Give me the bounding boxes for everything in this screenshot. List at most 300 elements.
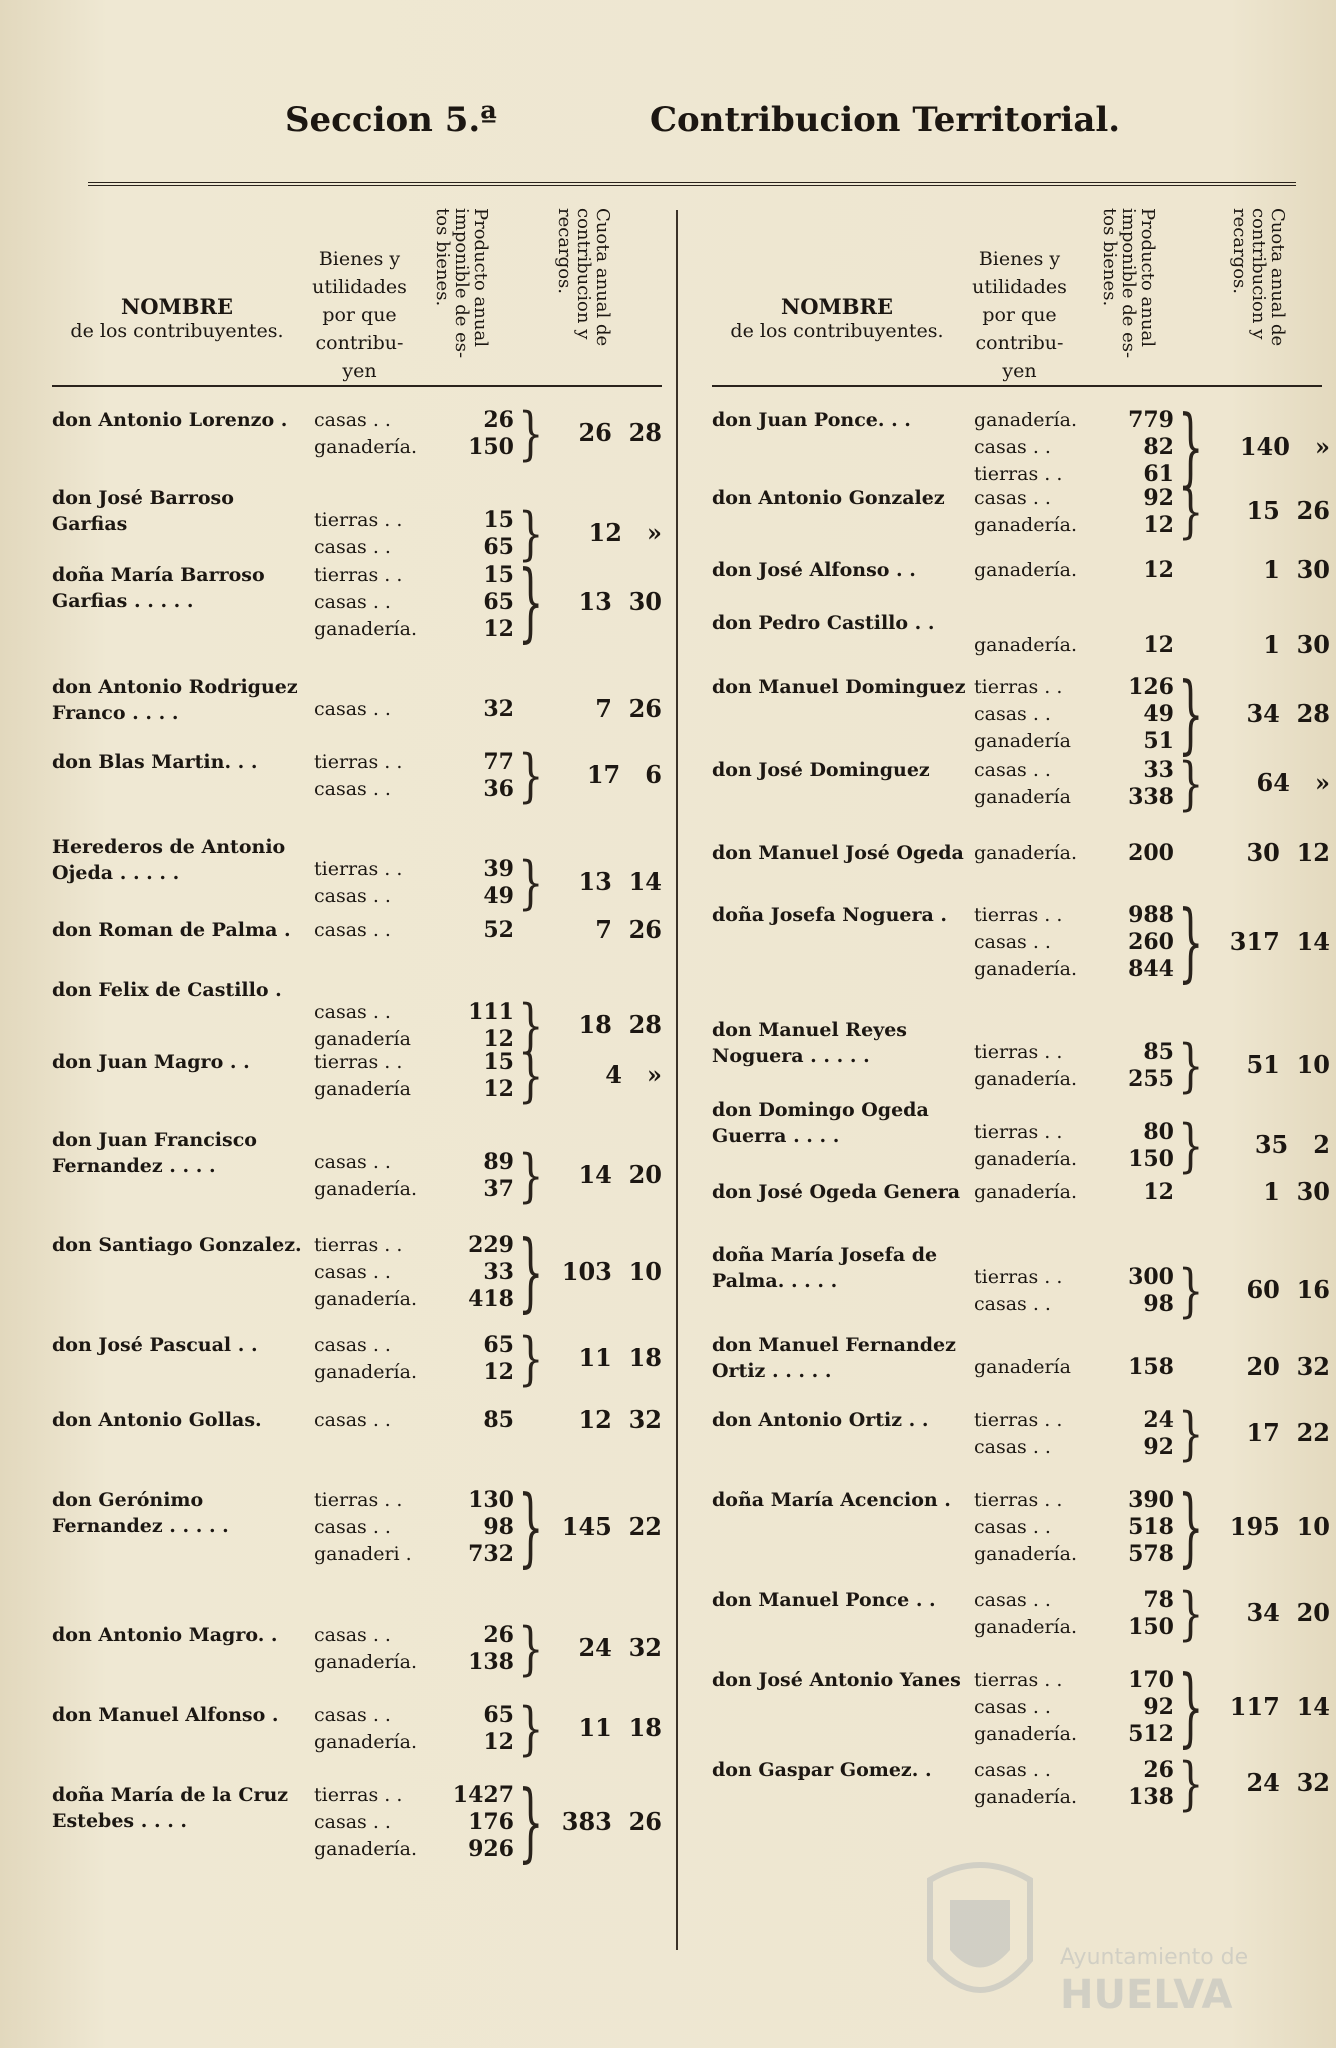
product-value: 111 — [468, 999, 514, 1025]
product-value: 39 — [483, 856, 514, 882]
property-type: tierras . . — [314, 509, 403, 531]
product-values — [444, 1149, 514, 1203]
product-value: 12 — [483, 1359, 514, 1385]
property-types — [314, 749, 444, 803]
table-row — [712, 1581, 1330, 1647]
grouping-brace: } — [518, 1616, 544, 1682]
property-types — [314, 1622, 444, 1676]
grouping-brace: } — [1178, 1113, 1204, 1179]
property-type: casas . . — [974, 1759, 1051, 1781]
annual-quota: 18 28 — [578, 1010, 662, 1039]
annual-quota: 12 » — [588, 518, 662, 547]
header-nombre-sub: de los contribuyentes. — [70, 320, 284, 342]
contributor-name: don José Pascual . . — [52, 1334, 258, 1356]
property-type: tierras . . — [314, 564, 403, 586]
product-values — [444, 917, 514, 944]
property-type: tierras . . — [974, 463, 1063, 485]
contributor-name: don Manuel Reyes Noguera . . . . . — [712, 1019, 907, 1067]
table-row — [52, 674, 662, 726]
product-value: 24 — [1143, 1407, 1174, 1433]
property-type: ganadería — [974, 786, 1071, 808]
contributor-name: doña María Acencion . — [712, 1489, 951, 1511]
product-value: 26 — [1143, 1757, 1174, 1783]
product-value: 732 — [468, 1541, 514, 1567]
property-types — [314, 1782, 444, 1863]
product-value: 65 — [483, 534, 514, 560]
product-value: 77 — [483, 749, 514, 775]
product-value: 37 — [483, 1176, 514, 1202]
grouping-brace: } — [1178, 1581, 1204, 1647]
grouping-brace: } — [518, 553, 544, 652]
property-types — [314, 562, 444, 643]
property-type: casas . . — [974, 436, 1051, 458]
product-values — [444, 1487, 514, 1568]
contributor-name: don Manuel Alfonso . — [52, 1704, 279, 1726]
property-type: casas . . — [974, 1436, 1051, 1458]
product-value: 85 — [1143, 1039, 1174, 1065]
left-table — [52, 200, 662, 1872]
table-row — [52, 914, 662, 969]
table-row — [712, 1332, 1330, 1384]
contributor-name: don Juan Magro . . — [52, 1051, 250, 1073]
product-value: 255 — [1128, 1066, 1174, 1092]
table-row — [52, 401, 662, 467]
property-types — [314, 1487, 444, 1568]
property-type: casas . . — [314, 698, 391, 720]
grouping-brace: } — [518, 1326, 544, 1392]
product-values — [1104, 1587, 1174, 1641]
grouping-brace: } — [518, 1223, 544, 1322]
property-type: ganadería — [974, 730, 1071, 752]
property-type: casas . . — [974, 759, 1051, 781]
product-value: 82 — [1143, 434, 1174, 460]
contributor-name: don José Ogeda Genera — [712, 1181, 961, 1203]
header-nombre-title: NOMBRE — [121, 294, 233, 319]
grouping-brace: } — [1178, 398, 1204, 497]
product-values — [1104, 1757, 1174, 1811]
product-value: 12 — [483, 1076, 514, 1102]
product-value: 32 — [483, 696, 514, 722]
table-row — [52, 1223, 662, 1322]
product-value: 12 — [483, 1729, 514, 1755]
property-types — [974, 902, 1104, 983]
property-type: tierras . . — [974, 1121, 1063, 1143]
product-value: 1427 — [452, 1782, 514, 1808]
product-value: 85 — [483, 1407, 514, 1433]
property-type: ganadería. — [314, 1288, 417, 1310]
grouping-brace: } — [1178, 751, 1204, 817]
property-type: casas . . — [314, 1409, 391, 1431]
product-values — [1104, 1407, 1174, 1461]
property-types — [974, 1487, 1104, 1568]
product-value: 15 — [483, 1049, 514, 1075]
grouping-brace: } — [518, 1696, 544, 1762]
property-types — [974, 1757, 1104, 1811]
annual-quota: 195 10 — [1229, 1511, 1330, 1541]
annual-quota: 140 » — [1239, 431, 1330, 461]
annual-quota: 24 32 — [578, 1633, 662, 1662]
contributor-name: don Blas Martin. . . — [52, 751, 258, 773]
contributor-name: don Antonio Gollas. — [52, 1409, 262, 1431]
header-nombre — [52, 295, 302, 343]
header-producto: Producto anual imponible de es- tos bienes. — [1099, 208, 1158, 359]
property-type: tierras . . — [974, 1409, 1063, 1431]
property-type: ganadería. — [314, 1178, 417, 1200]
property-types — [314, 1149, 444, 1203]
product-values — [1104, 1039, 1174, 1093]
contributor-name: don Domingo Ogeda Guerra . . . . — [712, 1099, 929, 1147]
product-value: 33 — [483, 1259, 514, 1285]
property-type: tierras . . — [974, 904, 1063, 926]
product-value: 229 — [468, 1232, 514, 1258]
contributor-name: don Gerónimo Fernandez . . . . . — [52, 1489, 229, 1537]
product-values — [444, 1782, 514, 1863]
product-values — [444, 1407, 514, 1434]
annual-quota: 1 30 — [1263, 629, 1330, 659]
property-type: casas . . — [974, 931, 1051, 953]
grouping-brace: } — [1178, 479, 1204, 545]
annual-quota: 383 26 — [561, 1806, 662, 1836]
property-types — [314, 696, 444, 723]
table-row — [712, 1401, 1330, 1467]
property-type: tierras . . — [314, 1489, 403, 1511]
product-value: 150 — [1128, 1614, 1174, 1640]
product-values — [444, 999, 514, 1053]
annual-quota: 12 32 — [578, 1404, 662, 1434]
product-value: 844 — [1128, 956, 1174, 982]
annual-quota: 17 6 — [586, 760, 662, 789]
annual-quota: 1 30 — [1263, 554, 1330, 584]
property-type: casas . . — [314, 919, 391, 941]
property-types — [974, 1179, 1104, 1206]
product-value: 65 — [483, 1702, 514, 1728]
contributor-name: doña María de la Cruz Estebes . . . . — [52, 1784, 289, 1832]
product-values — [1104, 840, 1174, 867]
property-type: casas . . — [974, 703, 1051, 725]
product-values — [1104, 407, 1174, 488]
header-nombre-title: NOMBRE — [781, 294, 893, 319]
property-type: casas . . — [974, 1696, 1051, 1718]
contributor-name: don Manuel Fernandez Ortiz . . . . . — [712, 1334, 956, 1382]
contributor-name: don Manuel José Ogeda — [712, 842, 964, 864]
grouping-brace: } — [518, 401, 544, 467]
property-type: ganadería. — [974, 1181, 1077, 1203]
product-value: 126 — [1128, 674, 1174, 700]
product-value: 98 — [1143, 1291, 1174, 1317]
grouping-brace: } — [518, 1773, 544, 1872]
grouping-brace: } — [518, 993, 544, 1059]
property-type: ganadería. — [314, 1838, 417, 1860]
product-values — [1104, 557, 1174, 584]
product-value: 98 — [483, 1514, 514, 1540]
product-value: 33 — [1143, 757, 1174, 783]
contributor-name: don José Dominguez — [712, 759, 930, 781]
product-value: 12 — [483, 616, 514, 642]
product-value: 512 — [1128, 1721, 1174, 1747]
property-types — [314, 1232, 444, 1313]
annual-quota: 117 14 — [1229, 1691, 1330, 1721]
grouping-brace: } — [1178, 1033, 1204, 1099]
product-values — [1104, 1354, 1174, 1381]
table-row — [52, 1773, 662, 1872]
product-values — [444, 562, 514, 643]
property-types — [314, 1049, 444, 1103]
property-types — [974, 840, 1104, 867]
property-type: ganadería. — [974, 1786, 1077, 1808]
product-value: 988 — [1128, 902, 1174, 928]
product-value: 150 — [468, 434, 514, 460]
contributor-name: don Pedro Castillo . . — [712, 612, 935, 634]
municipal-seal-watermark — [920, 1850, 1320, 2040]
property-type: tierras . . — [314, 1784, 403, 1806]
table-row — [712, 837, 1330, 892]
annual-quota: 30 12 — [1246, 837, 1330, 867]
product-values — [1104, 757, 1174, 811]
property-types — [974, 1039, 1104, 1093]
table-row — [52, 1404, 662, 1459]
annual-quota: 317 14 — [1229, 926, 1330, 956]
product-value: 52 — [483, 917, 514, 943]
product-value: 150 — [1128, 1146, 1174, 1172]
product-value: 518 — [1128, 1514, 1174, 1540]
property-types — [974, 1667, 1104, 1748]
annual-quota: 4 » — [605, 1060, 662, 1089]
annual-quota: 13 14 — [578, 867, 662, 896]
header-cuota: Cuota anual de contribucion y recargos. — [1229, 208, 1288, 347]
property-type: ganadería. — [974, 634, 1077, 656]
table-row — [712, 751, 1330, 817]
product-values — [444, 749, 514, 803]
property-type: tierras . . — [314, 1051, 403, 1073]
contributor-name: don Juan Ponce. . . — [712, 409, 911, 431]
property-type: ganadería. — [974, 409, 1077, 431]
table-row — [712, 479, 1330, 545]
property-type: ganadería. — [314, 1361, 417, 1383]
product-value: 49 — [483, 883, 514, 909]
annual-quota: 1 30 — [1263, 1176, 1330, 1206]
property-type: casas . . — [314, 591, 391, 613]
contributor-name: doña María Barroso Garfias . . . . . — [52, 564, 265, 612]
product-value: 418 — [468, 1286, 514, 1312]
header-cuota: Cuota anual de contribucion y recargos. — [554, 208, 613, 347]
table-row — [52, 977, 662, 1059]
product-value: 138 — [468, 1649, 514, 1675]
contributor-name: don Antonio Rodriguez Franco . . . . — [52, 676, 298, 724]
contributor-name: don Antonio Lorenzo . — [52, 409, 288, 431]
right-table — [712, 200, 1330, 1817]
product-value: 12 — [1143, 1179, 1174, 1205]
property-types — [974, 674, 1104, 755]
product-values — [1104, 1487, 1174, 1568]
grouping-brace: } — [518, 1143, 544, 1209]
property-type: casas . . — [314, 1516, 391, 1538]
product-value: 92 — [1143, 1434, 1174, 1460]
property-type: ganadería. — [974, 842, 1077, 864]
property-type: casas . . — [314, 1811, 391, 1833]
table-row — [712, 1097, 1330, 1179]
property-types — [314, 507, 444, 561]
annual-quota: 51 10 — [1246, 1050, 1330, 1079]
property-type: ganadería. — [314, 1651, 417, 1673]
product-value: 12 — [1143, 632, 1174, 658]
grouping-brace: } — [1178, 1401, 1204, 1467]
table-row — [712, 1242, 1330, 1324]
annual-quota: 34 28 — [1246, 698, 1330, 728]
product-value: 260 — [1128, 929, 1174, 955]
annual-quota: 103 10 — [561, 1256, 662, 1286]
crest-icon — [920, 1850, 1040, 2020]
product-value: 89 — [483, 1149, 514, 1175]
product-value: 338 — [1128, 784, 1174, 810]
property-types — [974, 632, 1104, 659]
product-value: 300 — [1128, 1264, 1174, 1290]
product-values — [444, 1622, 514, 1676]
table-row — [52, 1696, 662, 1762]
annual-quota: 7 26 — [595, 914, 662, 944]
product-value: 138 — [1128, 1784, 1174, 1810]
product-values — [444, 1232, 514, 1313]
grouping-brace: } — [1178, 1751, 1204, 1817]
annual-quota: 14 20 — [578, 1160, 662, 1189]
contributor-name: don José Barroso Garfias — [52, 487, 234, 535]
property-type: tierras . . — [314, 751, 403, 773]
property-type: ganadería. — [314, 436, 417, 458]
table-row — [712, 1478, 1330, 1577]
property-type: ganadería. — [314, 1731, 417, 1753]
product-values — [1104, 1119, 1174, 1173]
contributor-name: doña María Josefa de Palma. . . . . — [712, 1244, 938, 1292]
property-type: casas . . — [314, 1151, 391, 1173]
contributor-name: don Santiago Gonzalez. — [52, 1234, 302, 1256]
property-type: ganadería. — [314, 618, 417, 640]
table-row — [712, 610, 1330, 662]
contributor-name: doña Josefa Noguera . — [712, 904, 948, 926]
product-values — [1104, 632, 1174, 659]
property-type: ganadería. — [974, 1068, 1077, 1090]
product-value: 12 — [1143, 557, 1174, 583]
table-row — [52, 743, 662, 809]
property-type: casas . . — [314, 536, 391, 558]
contributor-name: Herederos de Antonio Ojeda . . . . . — [52, 836, 286, 884]
table-row — [712, 398, 1330, 497]
grouping-brace: } — [518, 743, 544, 809]
contributor-name: don Antonio Ortiz . . — [712, 1409, 929, 1431]
header-nombre — [712, 295, 962, 343]
table-row — [52, 834, 662, 916]
grouping-brace: } — [1178, 1478, 1204, 1577]
product-values — [444, 1049, 514, 1103]
property-type: casas . . — [974, 1516, 1051, 1538]
product-values — [1104, 1179, 1174, 1206]
product-value: 200 — [1128, 840, 1174, 866]
product-values — [1104, 902, 1174, 983]
property-type: ganadería. — [974, 958, 1077, 980]
table-row — [52, 485, 662, 567]
annual-quota: 24 32 — [1246, 1768, 1330, 1797]
property-type: casas . . — [974, 1589, 1051, 1611]
property-types — [314, 1407, 444, 1434]
product-values — [444, 1332, 514, 1386]
table-row — [712, 554, 1330, 609]
property-type: casas . . — [314, 778, 391, 800]
contributor-name: don Manuel Ponce . . — [712, 1589, 936, 1611]
table-row — [712, 1176, 1330, 1231]
annual-quota: 15 26 — [1246, 496, 1330, 525]
annual-quota: 13 30 — [578, 586, 662, 616]
property-type: ganadería. — [974, 1543, 1077, 1565]
watermark-line2: HUELVA — [1060, 1972, 1233, 2018]
grouping-brace: } — [1178, 893, 1204, 992]
product-value: 80 — [1143, 1119, 1174, 1145]
product-value: 15 — [483, 507, 514, 533]
property-type: ganadería. — [974, 1723, 1077, 1745]
table-row — [712, 893, 1330, 992]
product-values — [1104, 485, 1174, 539]
property-types — [314, 1702, 444, 1756]
table-header — [52, 200, 662, 387]
annual-quota: 34 20 — [1246, 1598, 1330, 1627]
product-value: 92 — [1143, 485, 1174, 511]
grouping-brace: } — [1178, 665, 1204, 764]
product-value: 78 — [1143, 1587, 1174, 1613]
property-types — [974, 485, 1104, 539]
contributor-name: don Juan Francisco Fernandez . . . . — [52, 1129, 257, 1177]
property-type: casas . . — [314, 1001, 391, 1023]
product-value: 926 — [468, 1836, 514, 1862]
property-type: tierras . . — [974, 676, 1063, 698]
product-value: 65 — [483, 589, 514, 615]
annual-quota: 145 22 — [561, 1511, 662, 1541]
property-type: casas . . — [314, 1624, 391, 1646]
property-types — [314, 856, 444, 910]
page-title: Contribucion Territorial. — [650, 100, 1121, 140]
property-types — [974, 1407, 1104, 1461]
property-type: tierras . . — [974, 1489, 1063, 1511]
product-value: 176 — [468, 1809, 514, 1835]
product-value: 26 — [483, 1622, 514, 1648]
property-type: ganadería. — [974, 514, 1077, 536]
table-row — [52, 1043, 662, 1109]
product-value: 65 — [483, 1332, 514, 1358]
product-value: 12 — [1143, 512, 1174, 538]
property-types — [974, 1264, 1104, 1318]
product-value: 36 — [483, 776, 514, 802]
product-values — [1104, 1264, 1174, 1318]
header-bienes: Bienes y utilidades por que contribu- yen — [972, 248, 1067, 382]
grouping-brace: } — [518, 1478, 544, 1577]
property-type: tierras . . — [974, 1041, 1063, 1063]
property-type: tierras . . — [974, 1266, 1063, 1288]
table-row — [712, 1017, 1330, 1099]
annual-quota: 35 2 — [1254, 1130, 1330, 1159]
watermark-line1: Ayuntamiento de — [1060, 1945, 1249, 1970]
page-header — [0, 100, 1336, 160]
product-value: 15 — [483, 562, 514, 588]
product-value: 49 — [1143, 701, 1174, 727]
contributor-name: don José Alfonso . . — [712, 559, 916, 581]
property-type: ganadería — [314, 1028, 411, 1050]
annual-quota: 26 28 — [578, 418, 662, 447]
product-values — [444, 1702, 514, 1756]
table-row — [52, 1616, 662, 1682]
product-value: 779 — [1128, 407, 1174, 433]
product-values — [444, 407, 514, 461]
property-type: casas . . — [314, 885, 391, 907]
annual-quota: 11 18 — [578, 1713, 662, 1742]
contributor-name: don Gaspar Gomez. . — [712, 1759, 932, 1781]
header-rule — [88, 182, 1296, 186]
property-type: ganadería. — [974, 559, 1077, 581]
